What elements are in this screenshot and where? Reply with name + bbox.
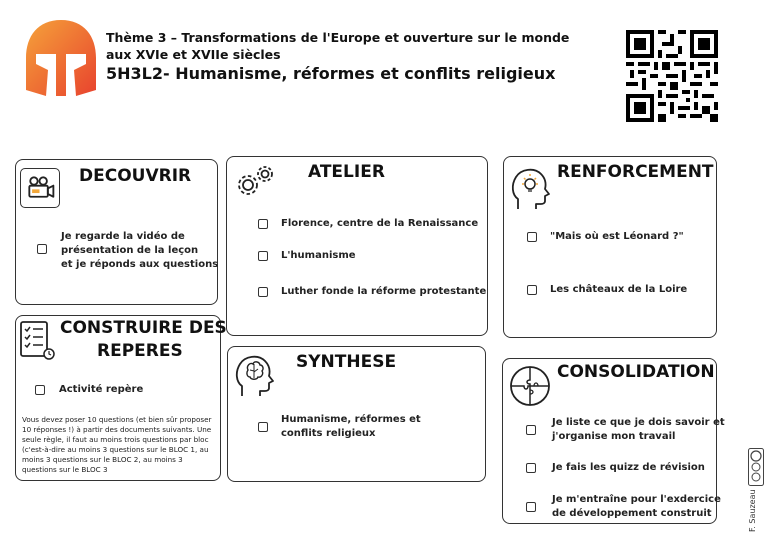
reperes-checkbox[interactable] bbox=[35, 385, 45, 395]
synthese-item-line-1: Humanisme, réformes et bbox=[281, 414, 421, 425]
theme-line-2: aux XVIe et XVIIe siècles bbox=[106, 47, 281, 62]
lesson-title: 5H3L2- Humanisme, réformes et conflits religieux bbox=[106, 64, 556, 83]
atelier-title: ATELIER bbox=[308, 162, 385, 182]
consolidation-item-1-line-1: Je liste ce que je dois savoir et bbox=[552, 417, 725, 428]
synthese-checkbox[interactable] bbox=[258, 422, 268, 432]
renforcement-checkbox-1[interactable] bbox=[527, 232, 537, 242]
decouvrir-item-line-2: présentation de la leçon bbox=[61, 245, 199, 256]
reperes-instructions-line-2: 10 réponses !) à partir des documents suivants. Une bbox=[22, 425, 212, 434]
atelier-item-1: Florence, centre de la Renaissance bbox=[281, 218, 479, 229]
consolidation-checkbox-1[interactable] bbox=[526, 425, 536, 435]
reperes-title-line-1: CONSTRUIRE DES bbox=[60, 318, 227, 338]
consolidation-item-3-line-1: Je m'entraîne pour l'exdercice bbox=[552, 494, 721, 505]
reperes-instructions-line-5: moins 3 questions sur le BLOC 2, au moins 3 bbox=[22, 455, 183, 464]
idea-head-icon bbox=[508, 163, 552, 213]
qr-code-icon[interactable] bbox=[626, 30, 718, 122]
gears-icon bbox=[233, 163, 277, 199]
decouvrir-item-line-3: et je réponds aux questions bbox=[61, 259, 219, 270]
decouvrir-item-line-1: Je regarde la vidéo de bbox=[61, 231, 185, 242]
renforcement-title: RENFORCEMENT bbox=[557, 162, 714, 182]
renforcement-item-1: "Mais où est Léonard ?" bbox=[550, 231, 684, 242]
author-credit bbox=[748, 489, 757, 532]
decouvrir-checkbox[interactable] bbox=[37, 244, 47, 254]
brain-head-icon bbox=[232, 350, 276, 400]
reperes-instructions-line-6: questions sur le BLOC 3 bbox=[22, 465, 108, 474]
consolidation-item-3-line-2: de développement construit bbox=[552, 508, 712, 519]
reperes-instructions-line-4: (c'est-à-dire au moins 3 questions sur le BLOC 1, au bbox=[22, 445, 209, 454]
checklist-icon bbox=[17, 318, 57, 362]
consolidation-checkbox-3[interactable] bbox=[526, 502, 536, 512]
consolidation-title: CONSOLIDATION bbox=[557, 362, 715, 382]
video-camera-icon bbox=[20, 168, 60, 208]
helmet-logo bbox=[22, 18, 100, 98]
reperes-item: Activité repère bbox=[59, 384, 144, 395]
consolidation-item-1-line-2: j'organise mon travail bbox=[552, 431, 676, 442]
synthese-title: SYNTHESE bbox=[296, 352, 397, 372]
consolidation-checkbox-2[interactable] bbox=[526, 463, 536, 473]
cc-license-icon bbox=[748, 448, 764, 486]
atelier-checkbox-1[interactable] bbox=[258, 219, 268, 229]
theme-line-1: Thème 3 – Transformations de l'Europe et ouverture sur le monde bbox=[106, 30, 570, 45]
reperes-instructions-line-3: seule règle, il faut au moins trois questions par bloc bbox=[22, 435, 209, 444]
synthese-item-line-2: conflits religieux bbox=[281, 428, 376, 439]
author-credit-text: F. Sauzeau bbox=[748, 489, 757, 532]
decouvrir-title: DECOUVRIR bbox=[79, 166, 192, 186]
atelier-item-3: Luther fonde la réforme protestante bbox=[281, 286, 487, 297]
reperes-instructions-line-1: Vous devez poser 10 questions (et bien sûr proposer bbox=[22, 415, 212, 424]
atelier-checkbox-2[interactable] bbox=[258, 251, 268, 261]
reperes-title-line-2: REPERES bbox=[97, 341, 183, 361]
puzzle-icon bbox=[508, 364, 552, 408]
renforcement-item-2: Les châteaux de la Loire bbox=[550, 284, 688, 295]
consolidation-item-2: Je fais les quizz de révision bbox=[552, 462, 705, 473]
renforcement-checkbox-2[interactable] bbox=[527, 285, 537, 295]
atelier-checkbox-3[interactable] bbox=[258, 287, 268, 297]
atelier-item-2: L'humanisme bbox=[281, 250, 356, 261]
